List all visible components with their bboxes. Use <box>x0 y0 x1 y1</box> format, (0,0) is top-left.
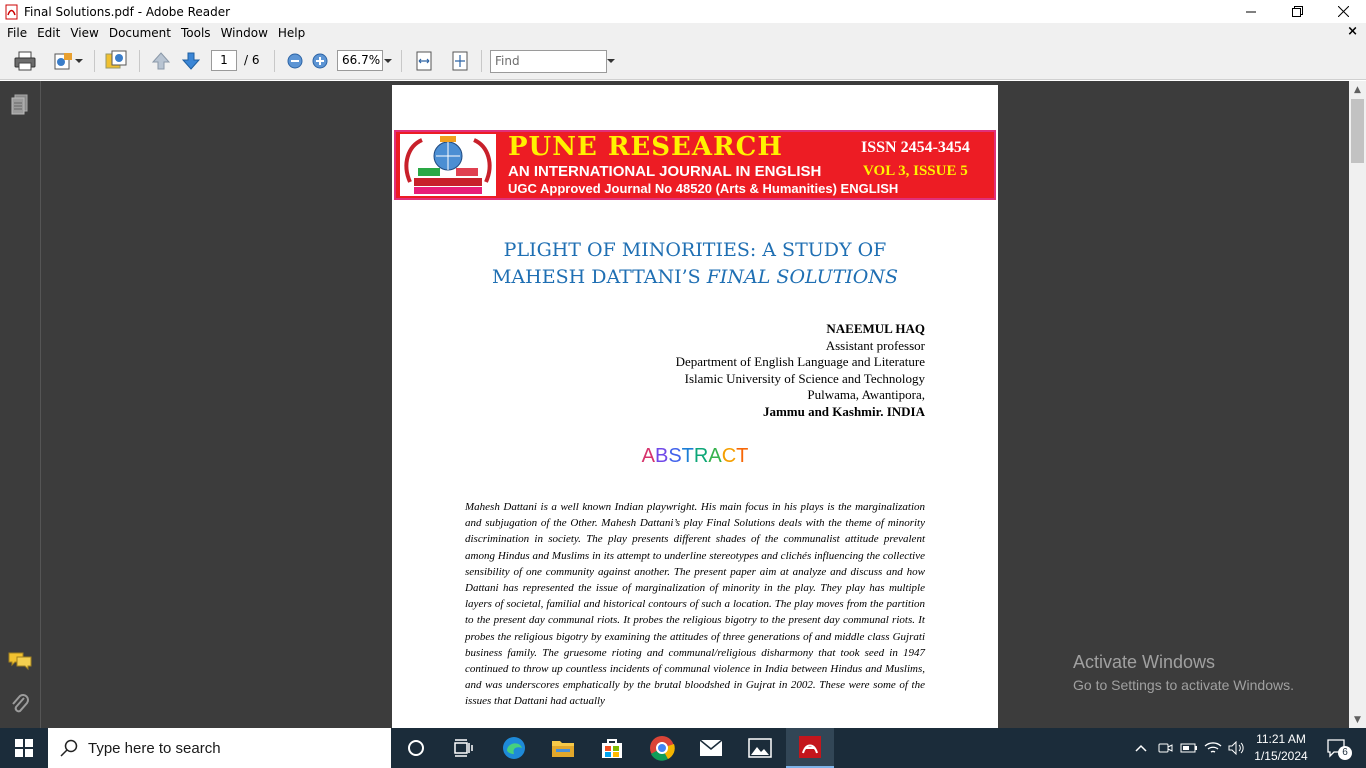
journal-logo <box>400 134 496 196</box>
search-icon <box>60 739 78 757</box>
author-university: Islamic University of Science and Technology <box>684 370 925 386</box>
abstract-heading-text: ABSTRACT <box>641 445 749 467</box>
menu-window[interactable]: Window <box>220 25 268 40</box>
adobe-reader-taskbar-icon[interactable] <box>786 728 834 768</box>
notification-center-icon[interactable] <box>1320 728 1354 768</box>
window-title: Final Solutions.pdf - Adobe Reader <box>24 4 231 19</box>
chrome-icon[interactable] <box>638 728 686 768</box>
edge-browser-icon[interactable] <box>490 728 538 768</box>
battery-icon[interactable] <box>1177 743 1201 753</box>
network-icon[interactable] <box>1201 741 1225 755</box>
journal-subtitle: AN INTERNATIONAL JOURNAL IN ENGLISH <box>508 163 822 180</box>
print-icon[interactable] <box>12 48 38 74</box>
journal-volume: VOL 3, ISSUE 5 <box>863 163 968 179</box>
page-total: / 6 <box>244 53 260 67</box>
activate-windows-watermark: Activate Windows Go to Settings to activate Windows. <box>1073 652 1294 693</box>
close-window-button[interactable] <box>1320 0 1366 23</box>
attachments-icon[interactable] <box>8 692 32 716</box>
toolbar <box>0 42 1366 80</box>
zoom-dropdown-icon[interactable] <box>382 48 394 74</box>
photos-icon[interactable] <box>736 728 784 768</box>
find-input[interactable]: Find <box>490 50 607 73</box>
fit-page-icon[interactable] <box>447 48 473 74</box>
scroll-thumb[interactable] <box>1351 99 1364 163</box>
previous-page-icon[interactable] <box>148 48 174 74</box>
windows-start-icon[interactable] <box>0 728 48 768</box>
zoom-out-icon[interactable] <box>282 48 308 74</box>
title-bar <box>0 0 1366 23</box>
fit-width-icon[interactable] <box>411 48 437 74</box>
abstract-heading <box>392 445 998 468</box>
show-hidden-icons-icon[interactable] <box>1133 744 1149 752</box>
zoom-in-icon[interactable] <box>307 48 333 74</box>
collaborate-icon[interactable] <box>103 48 129 74</box>
file-explorer-icon[interactable] <box>539 728 587 768</box>
minimize-button[interactable] <box>1228 0 1274 23</box>
menu-bar <box>0 23 1366 42</box>
paper-title-line1: PLIGHT OF MINORITIES: A STUDY OF <box>503 239 887 261</box>
paper-title-line2: MAHESH DATTANI’S FINAL SOLUTIONS <box>491 266 899 288</box>
mail-icon[interactable] <box>687 728 735 768</box>
journal-title: PUNE RESEARCH <box>508 132 783 162</box>
author-region: Jammu and Kashmir. INDIA <box>762 403 925 419</box>
author-position: Assistant professor <box>825 337 925 353</box>
menu-help[interactable]: Help <box>277 25 306 40</box>
abstract-text: Mahesh Dattani is a well known Indian playwright. His main focus in his plays is the marginalization and subjugation of the Other. Mahesh Dattani’s play Final Solutions deals with the theme of minority discrimination in society. The play presents different shades of the communalist attitude prevalent among Hindus and Muslims in its attempt to underline stereotypes and clichés influencing the collective sensibility of one community against another. The present paper aim at analyze and discuss and how Dattani has represented the issue of marginalization of minority in the play. They play has multiple layers of societal, familial and historical contours of such a location. The play moves from the partition to the present day communal riots. It probes the religious bigotry to the present day communal riots. It probes the religious bigotry by examining the attitudes of three generations of and middle class Gujrati business family. The gruesome rioting and communal/religious disharmony that took seed in 1947 continued to throw up countless incidents of communal violence in India between Hindus and Muslims, and was underscores emphatically by the brutal bloodshed in Gujrat in 2002. These were some of the issues that Dattani had actually <box>465 501 925 708</box>
zoom-input[interactable]: 66.7% <box>337 50 383 71</box>
notification-badge: 6 <box>1338 746 1352 760</box>
restore-button[interactable] <box>1274 0 1320 23</box>
scroll-up-icon[interactable]: ▲ <box>1354 84 1361 95</box>
author-name: NAEEMUL HAQ <box>826 321 925 336</box>
scroll-down-icon[interactable]: ▼ <box>1354 714 1361 725</box>
page-number-input[interactable]: 1 <box>211 50 237 71</box>
menu-tools[interactable]: Tools <box>181 25 211 40</box>
journal-banner <box>394 130 996 200</box>
close-document-button[interactable]: × <box>1347 24 1358 39</box>
vertical-scrollbar[interactable] <box>1349 81 1366 728</box>
task-view-icon[interactable] <box>440 728 488 768</box>
adobe-reader-icon <box>4 4 20 20</box>
menu-document[interactable]: Document <box>108 25 171 40</box>
next-page-icon[interactable] <box>178 48 204 74</box>
share-dropdown-icon[interactable] <box>72 48 86 74</box>
pages-icon[interactable] <box>8 93 32 117</box>
taskbar-search[interactable]: Type here to search <box>48 728 391 768</box>
pdf-page <box>392 85 998 728</box>
menu-view[interactable]: View <box>70 25 99 40</box>
comments-icon[interactable] <box>8 649 32 673</box>
journal-issn: ISSN 2454-3454 <box>861 139 970 156</box>
author-block <box>676 321 925 420</box>
taskbar <box>0 728 1366 768</box>
menu-edit[interactable]: Edit <box>37 25 61 40</box>
author-department: Department of English Language and Literature <box>675 354 925 369</box>
meet-now-icon[interactable] <box>1153 740 1177 756</box>
navigation-panel <box>0 81 41 728</box>
cortana-icon[interactable] <box>392 728 440 768</box>
microsoft-store-icon[interactable] <box>588 728 636 768</box>
document-viewport[interactable] <box>41 81 1349 728</box>
menu-file[interactable]: File <box>7 25 28 40</box>
system-clock[interactable]: 11:21 AM 1/15/2024 <box>1254 732 1308 763</box>
paper-title <box>392 237 998 291</box>
journal-ugc: UGC Approved Journal No 48520 (Arts & Humanities) ENGLISH <box>508 181 899 196</box>
author-place: Pulwama, Awantipora, <box>807 387 925 402</box>
